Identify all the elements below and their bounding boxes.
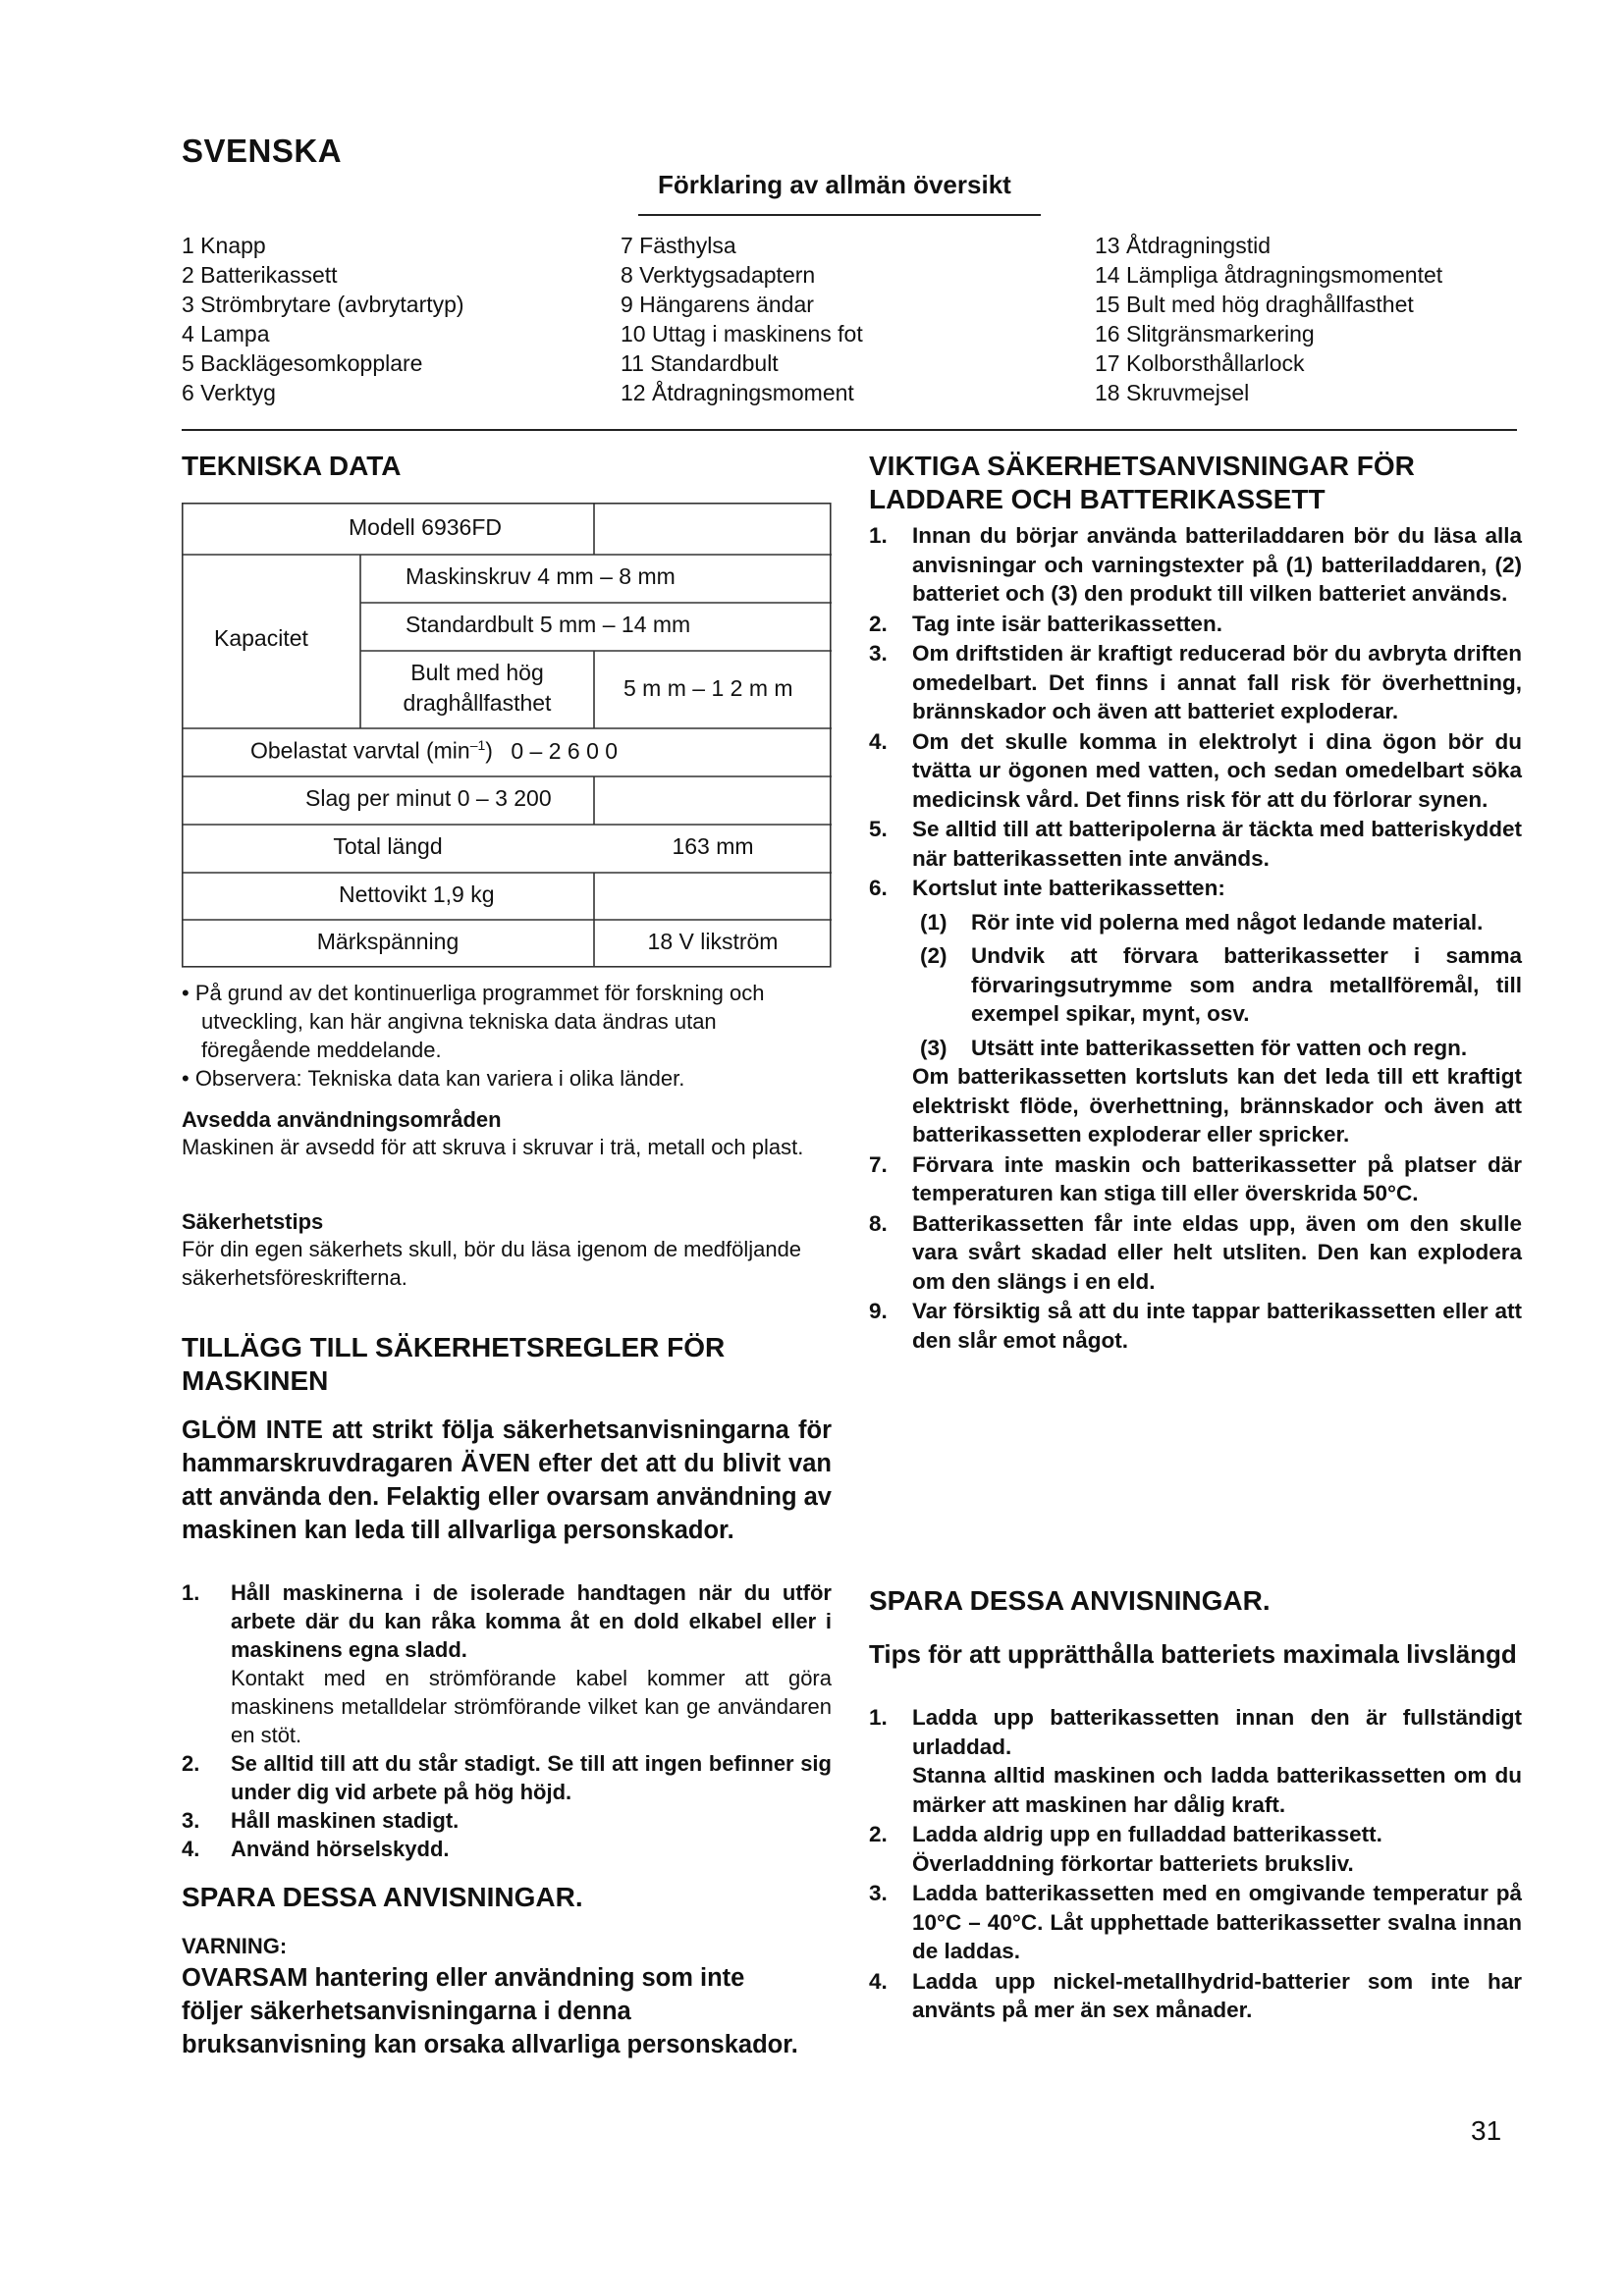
- impacts-row: [305, 785, 552, 812]
- overall-length-label: Total längd: [333, 833, 443, 859]
- battery-tip-text: Ladda upp batterikassetten innan den är fullständigt urladdad.: [912, 1705, 1522, 1759]
- battery-safety-text: Tag inte isär batterikassetten.: [912, 611, 1222, 636]
- impacts-value: 0 – 3 200: [457, 785, 552, 811]
- part-item: 2 Batterikassett: [182, 262, 338, 288]
- battery-safety-item: [869, 1150, 1522, 1208]
- rules-item-num: 2.: [182, 1751, 200, 1776]
- battery-safety-item: [869, 815, 1522, 873]
- battery-safety-num: 5.: [869, 817, 888, 841]
- net-weight-value: 1,9 kg: [432, 881, 495, 907]
- battery-tip-text: Ladda batterikassetten med en omgivande temperatur på 10°C – 40°C. Låt upphettade batterikassetter svalna innan de laddas.: [912, 1881, 1522, 1963]
- tech-note: • På grund av det kontinuerliga programmet för forskning och utveckling, kan här angivna tekniska data ändras utan föregående meddelande.: [182, 981, 765, 1062]
- part-item: 5 Backlägesomkopplare: [182, 350, 423, 376]
- battery-safety-text: Förvara inte maskin och batterikassetter på platser där temperaturen kan stiga till eller överskrida 50°C.: [912, 1151, 1522, 1205]
- battery-safety-item: [869, 874, 1522, 1149]
- machine-screw-value: 4 mm – 8 mm: [537, 563, 676, 589]
- battery-safety-num: 7.: [869, 1151, 888, 1177]
- save-instructions-left: SPARA DESSA ANVISNINGAR.: [182, 1882, 583, 1912]
- battery-safety-item: [869, 1209, 1522, 1297]
- part-item: 8 Verktygsadaptern: [621, 262, 816, 288]
- battery-tip-num: 1.: [869, 1705, 888, 1730]
- battery-safety-item: [869, 1297, 1522, 1355]
- battery-sub-item: [920, 908, 1522, 937]
- part-item: 3 Strömbrytare (avbrytartyp): [182, 292, 464, 317]
- save-instructions-right: SPARA DESSA ANVISNINGAR.: [869, 1585, 1271, 1616]
- battery-safety-text: Om driftstiden är kraftigt reducerad bör du avbryta driften omedelbart. Det finns i annat fall risk för överhettning, brännskador och även att batteriet exploderar.: [912, 641, 1522, 723]
- part-item: 18 Skruvmejsel: [1095, 380, 1250, 405]
- part-item: 6 Verktyg: [182, 380, 276, 405]
- battery-tip-text: Ladda upp nickel-metallhydrid-batterier som inte har använts på mer än sex månader.: [912, 1968, 1522, 2022]
- model-cell: [349, 514, 502, 541]
- model-value: 6936FD: [421, 514, 502, 540]
- battery-safety-text: Var försiktig så att du inte tappar batterikassetten eller att den slår emot något.: [912, 1299, 1522, 1353]
- impacts-label: Slag per minut: [305, 785, 452, 811]
- tech-note: • Observera: Tekniska data kan variera i olika länder.: [182, 1066, 685, 1091]
- part-item: 11 Standardbult: [621, 350, 779, 376]
- tech-notes: [182, 979, 832, 1093]
- safety-tips-heading: Säkerhetstips: [182, 1209, 324, 1234]
- battery-sub-num: (1): [920, 909, 947, 934]
- battery-safety-num: 8.: [869, 1210, 888, 1236]
- language-heading: SVENSKA: [182, 133, 343, 169]
- machine-screw-label: Maskinskruv: [406, 563, 531, 589]
- parts-column-2: [621, 231, 863, 407]
- battery-tip-num: 4.: [869, 1968, 888, 1994]
- safety-tips-text: För din egen säkerhets skull, bör du läsa igenom de medföljande säkerhetsföreskrifterna.: [182, 1237, 802, 1290]
- rules-list: [182, 1578, 832, 1863]
- parts-column-3: [1095, 231, 1442, 407]
- battery-safety-text: Om det skulle komma in elektrolyt i dina ögon bör du tvätta ur ögonen med vatten, och sedan omedelbart söka medicinsk vård. Det finns risk för att du förlorar synen.: [912, 728, 1522, 812]
- battery-tip-item: [869, 1703, 1522, 1819]
- high-tensile-bolt-value: 5 m m – 1 2 m m: [623, 675, 793, 701]
- warning-label: VARNING:: [182, 1934, 288, 1958]
- battery-safety-text: Se alltid till att batteripolerna är täckta med batteriskyddet när batterikassetten inte används.: [912, 817, 1522, 871]
- part-item: 16 Slitgränsmarkering: [1095, 321, 1315, 347]
- rules-item-text: Håll maskinen stadigt.: [231, 1808, 460, 1833]
- intended-use-section: [182, 1107, 832, 1161]
- short-circuit-note: Om batterikassetten kortsluts kan det leda till ett kraftigt elektriskt flöde, överhettning, brännskador och även att batterikassetten exploderar eller spricker.: [912, 1064, 1522, 1147]
- spec-table: [182, 503, 832, 968]
- battery-sub-item: [920, 941, 1522, 1029]
- rules-item: [182, 1578, 832, 1749]
- hs-bolt-label-line2: draghållfasthet: [403, 690, 552, 716]
- battery-sub-text: Rör inte vid polerna med något ledande material.: [971, 909, 1484, 934]
- no-load-speed-row: [250, 737, 618, 765]
- model-label: Modell: [349, 514, 415, 540]
- hs-bolt-label-line1: Bult med hög: [410, 660, 544, 685]
- rules-item-num: 1.: [182, 1580, 200, 1605]
- rules-item-text: Håll maskinerna i de isolerade handtagen när du utför arbete där du kan råka komma åt en dold elkabel eller i maskinens egna sladd.: [231, 1580, 832, 1662]
- no-load-speed-label: Obelastat varvtal (min: [250, 737, 470, 764]
- rules-item-extra: Kontakt med en strömförande kabel kommer att göra maskinens metalldelar strömförande vilket kan ge användaren en stöt.: [231, 1666, 832, 1747]
- part-item: 10 Uttag i maskinens fot: [621, 321, 863, 347]
- battery-safety-text: Kortslut inte batterikassetten:: [912, 876, 1225, 900]
- section-divider: [182, 429, 1517, 431]
- battery-safety-num: 3.: [869, 641, 888, 666]
- battery-sub-text: Utsätt inte batterikassetten för vatten och regn.: [971, 1035, 1468, 1060]
- part-item: 4 Lampa: [182, 321, 270, 347]
- battery-safety-num: 9.: [869, 1299, 888, 1323]
- battery-safety-item: [869, 727, 1522, 815]
- intended-use-text: Maskinen är avsedd för att skruva i skruvar i trä, metall och plast.: [182, 1135, 804, 1159]
- battery-safety-list: [869, 521, 1522, 1356]
- battery-tip-item: [869, 1820, 1522, 1878]
- battery-tip-item: [869, 1879, 1522, 1966]
- rules-item: [182, 1806, 832, 1835]
- rated-voltage-value: 18 V likström: [647, 929, 779, 954]
- battery-tip-extra: Överladdning förkortar batteriets bruksliv.: [912, 1850, 1354, 1876]
- battery-tip-num: 2.: [869, 1822, 888, 1846]
- capacity-label: Kapacitet: [214, 625, 308, 651]
- standard-bolt-label: Standardbult: [406, 612, 534, 637]
- tech-data-heading: TEKNISKA DATA: [182, 451, 402, 481]
- battery-tip-num: 3.: [869, 1881, 888, 1905]
- intended-use-heading: Avsedda användningsområden: [182, 1107, 502, 1132]
- additional-rules-heading: TILLÄGG TILL SÄKERHETSREGLER FÖR MASKINEN: [182, 1332, 726, 1396]
- no-load-speed-value: 0 – 2 6 0 0: [511, 737, 619, 764]
- high-tensile-bolt-label: [360, 658, 594, 719]
- part-item: 12 Åtdragningsmoment: [621, 380, 854, 405]
- no-load-speed-exponent: –1: [469, 737, 486, 753]
- rules-item: [182, 1749, 832, 1806]
- part-item: 15 Bult med hög draghållfasthet: [1095, 292, 1414, 317]
- overview-title: Förklaring av allmän översikt: [658, 170, 1011, 199]
- parts-column-1: [182, 231, 464, 407]
- battery-safety-heading: VIKTIGA SÄKERHETSANVISNINGAR FÖR LADDARE OCH BATTERIKASSETT: [869, 451, 1415, 514]
- rules-item: [182, 1835, 832, 1863]
- battery-tip-extra: Stanna alltid maskinen och ladda batterikassetten om du märker att maskinen har dålig kraft.: [912, 1763, 1522, 1817]
- battery-tips-heading: Tips för att upprätthålla batteriets maximala livslängd: [869, 1639, 1517, 1669]
- battery-sub-item: [920, 1034, 1522, 1063]
- part-item: 13 Åtdragningstid: [1095, 233, 1272, 258]
- battery-sub-num: (3): [920, 1035, 947, 1060]
- part-item: 9 Hängarens ändar: [621, 292, 814, 317]
- part-item: 14 Lämpliga åtdragningsmomentet: [1095, 262, 1443, 288]
- warning-text: OVARSAM hantering eller användning som inte följer säkerhetsanvisningarna i denna bruksanvisning kan orsaka allvarliga personskador.: [182, 1964, 798, 2058]
- safety-tips-section: [182, 1209, 832, 1292]
- standard-bolt-value: 5 mm – 14 mm: [539, 612, 691, 637]
- rules-intro: GLÖM INTE att strikt följa säkerhetsanvisningarna för hammarskruvdragaren ÄVEN efter det att du blivit van att använda den. Felaktig eller ovarsam användning av maskinen kan leda till allvarliga personskador.: [182, 1416, 832, 1544]
- battery-safety-item: [869, 610, 1522, 639]
- battery-safety-text: Batterikassetten får inte eldas upp, även om den skulle vara svårt skadad eller helt utsliten. Den kan explodera om den slängs i en eld.: [912, 1210, 1522, 1294]
- net-weight-label: Nettovikt: [339, 881, 427, 907]
- rules-item-text: Se alltid till att du står stadigt. Se till att ingen befinner sig under dig vid arbete på hög höjd.: [231, 1751, 832, 1804]
- part-item: 1 Knapp: [182, 233, 266, 258]
- battery-safety-num: 4.: [869, 728, 888, 754]
- battery-safety-item: [869, 639, 1522, 726]
- battery-safety-item: [869, 521, 1522, 609]
- overview-divider: [638, 214, 1041, 216]
- battery-tips-list: [869, 1703, 1522, 2026]
- battery-tip-text: Ladda aldrig upp en fulladdad batterikassett.: [912, 1822, 1382, 1846]
- overall-length-value: 163 mm: [672, 833, 754, 859]
- part-item: 7 Fästhylsa: [621, 233, 736, 258]
- battery-safety-text: Innan du börjar använda batteriladdaren bör du läsa alla anvisningar och varningstexter på (1) batteriladdaren, (2) batteriet och (3) den produkt till vilken batteriet används.: [912, 523, 1522, 606]
- battery-safety-num: 6.: [869, 876, 888, 900]
- page-number: 31: [1471, 2115, 1502, 2146]
- machine-screw-row: [406, 563, 676, 590]
- rules-item-num: 4.: [182, 1837, 200, 1861]
- part-item: 17 Kolborsthållarlock: [1095, 350, 1305, 376]
- net-weight-row: [339, 881, 495, 908]
- battery-sub-num: (2): [920, 943, 947, 968]
- battery-sub-text: Undvik att förvara batterikassetter i samma förvaringsutrymme som andra metallföremål, till exempel spikar, mynt, osv.: [971, 943, 1522, 1026]
- rules-item-num: 3.: [182, 1808, 200, 1833]
- standard-bolt-row: [406, 612, 690, 638]
- no-load-speed-close: ): [485, 737, 493, 764]
- rules-item-text: Använd hörselskydd.: [231, 1837, 450, 1861]
- battery-safety-num: 2.: [869, 611, 888, 636]
- rated-voltage-label: Märkspänning: [316, 929, 460, 954]
- battery-tip-item: [869, 1967, 1522, 2025]
- battery-safety-num: 1.: [869, 523, 888, 548]
